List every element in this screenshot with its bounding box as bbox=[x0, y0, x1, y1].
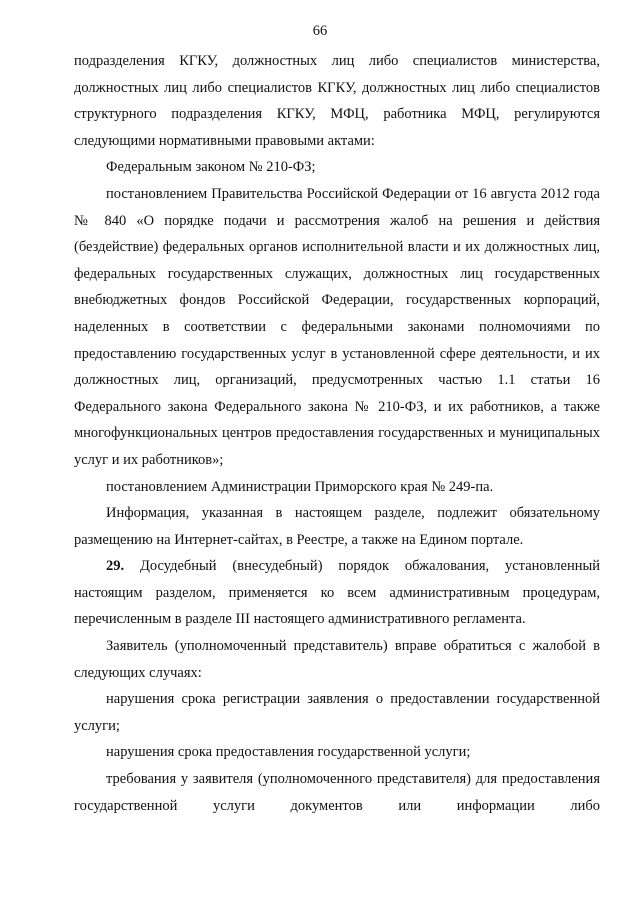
paragraph: нарушения срока предоставления государственной услуги; bbox=[106, 744, 471, 761]
paragraph: Информация, указанная в настоящем разделе, подлежит обязательному размещению на Интернет-сайтах, в Реестре, а также на Едином портале. bbox=[74, 505, 600, 548]
paragraph: Заявитель (уполномоченный представитель) вправе обратиться с жалобой в следующих случаях: bbox=[74, 638, 600, 681]
paragraph-numbered bbox=[74, 553, 600, 633]
document-body bbox=[74, 48, 600, 819]
paragraph: нарушения срока регистрации заявления о предоставлении государственной услуги; bbox=[74, 691, 600, 734]
paragraph: требования у заявителя (уполномоченного представителя) для предоставления государственной услуги документов или информации либо bbox=[74, 771, 600, 814]
paragraph: постановлением Администрации Приморского края № 249-па. bbox=[106, 478, 494, 495]
paragraph: постановлением Правительства Российской Федерации от 16 августа 2012 года № 840 «О порядке подачи и рассмотрения жалоб на решения и действия (бездействие) федеральных органов исполнительной власти и их должностных лиц, федеральных государственных служащих, должностных лиц государственных внебюджетных фондов Российской Федерации, государственных корпораций, наделенных в соответствии с федеральными законами полномочиями по предоставлению государственных услуг в установленной сфере деятельности, и их должностных лиц, организаций, предусмотренных частью 1.1 статьи 16 Федерального закона Федерального закона № 210-ФЗ, и их работников, а также многофункциональных центров предоставления государственных и муниципальных услуг и их работников»; bbox=[74, 185, 600, 468]
clause-number: 29. bbox=[106, 558, 125, 575]
paragraph: подразделения КГКУ, должностных лиц либо специалистов министерства, должностных лиц либо специалистов КГКУ, должностных лиц либо специалистов структурного подразделения КГКУ, МФЦ, работника МФЦ, регулируются следующими нормативными правовыми актами: bbox=[74, 53, 600, 149]
paragraph: Федеральным законом № 210-ФЗ; bbox=[106, 159, 316, 176]
clause-text: Досудебный (внесудебный) порядок обжалования, установленный настоящим разделом, применяется ко всем административным процедурам, перечисленным в разделе III настоящего административного регламента. bbox=[74, 558, 600, 628]
page-number: 66 bbox=[312, 23, 328, 39]
